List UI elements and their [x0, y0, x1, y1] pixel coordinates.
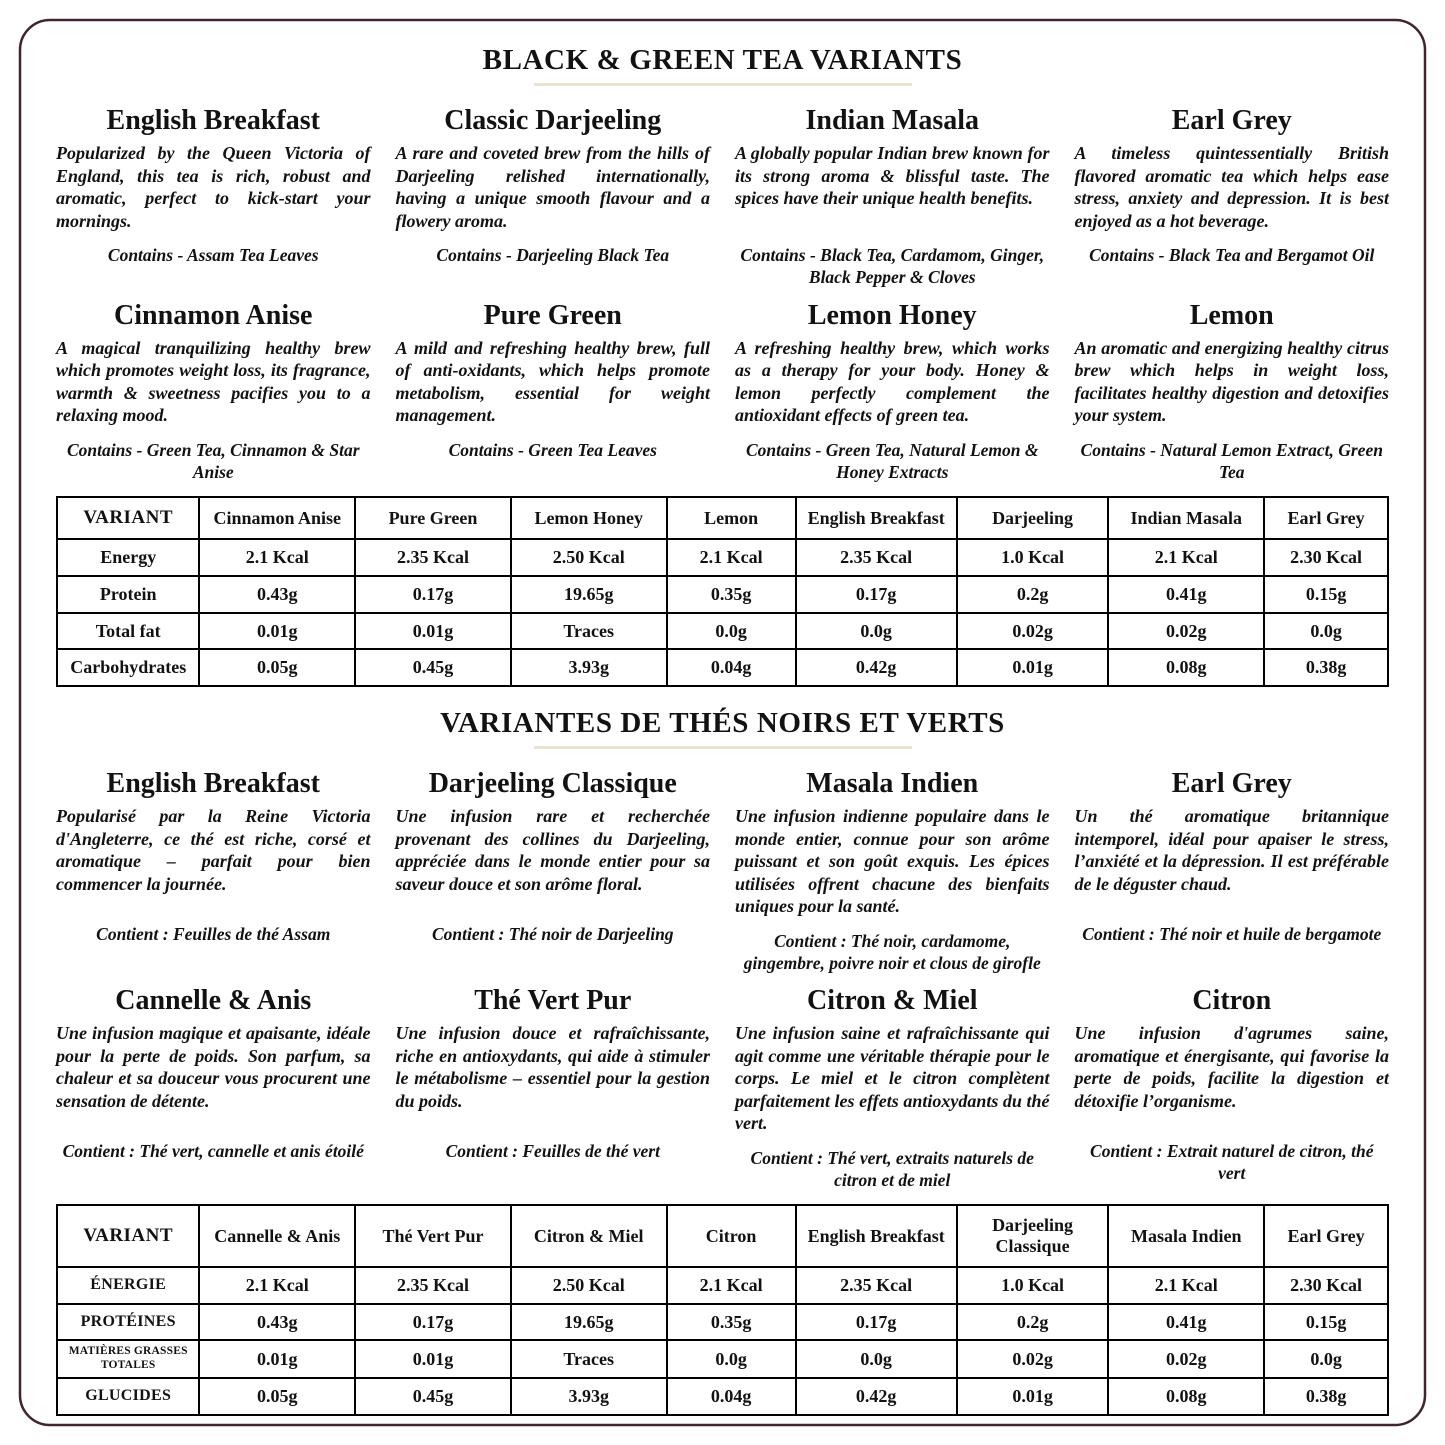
tea-card	[735, 98, 1050, 289]
tea-card	[1075, 978, 1390, 1191]
value-cell: 0.01g	[957, 1378, 1109, 1415]
tea-description: Une infusion rare et recherchée provenant des collines du Darjeeling, appréciée dans le monde entier pour sa saveur douce et son arôme floral.	[395, 806, 710, 894]
tea-contains-line: Contains - Assam Tea Leaves	[107, 245, 319, 266]
value-cell: 0.01g	[957, 649, 1109, 686]
variant-column-header: Darjeeling	[957, 497, 1109, 539]
tea-description: Popularized by the Queen Victoria of England, this tea is rich, robust and aromatic, perfect to kick-start your mornings.	[56, 143, 371, 231]
tea-description: Popularisé par la Reine Victoria d'Angleterre, ce thé est riche, corsé et aromatique – parfait pour bien commencer la journée.	[56, 806, 371, 894]
tea-name: Darjeeling Classique	[428, 768, 677, 800]
value-cell: 2.30 Kcal	[1264, 539, 1388, 576]
value-cell: 0.38g	[1264, 649, 1388, 686]
nutrition-table-french	[56, 1204, 1389, 1415]
value-cell: 0.2g	[957, 576, 1109, 613]
tea-description: A globally popular Indian brew known for its strong aroma & blissful taste. The spices have their unique health benefits.	[735, 143, 1050, 209]
tea-contains-line: Contient : Extrait naturel de citron, thé vert	[1090, 1141, 1374, 1184]
tea-name: Masala Indien	[806, 768, 979, 800]
tea-name: Cinnamon Anise	[114, 299, 313, 331]
tea-name: English Breakfast	[106, 105, 320, 137]
tea-card	[396, 978, 711, 1191]
value-cell: 1.0 Kcal	[957, 539, 1109, 576]
section-title-english: BLACK & GREEN TEA VARIANTS	[482, 44, 963, 76]
tea-grid-french	[56, 761, 1389, 1191]
value-cell: 0.43g	[199, 1304, 355, 1341]
tea-description: Une infusion indienne populaire dans le monde entier, connue pour son arôme puissant et son goût exquis. Les épices utilisées offrent chacune des bienfaits uniques pour la santé.	[735, 806, 1050, 917]
variant-column-header: Citron	[667, 1205, 796, 1266]
value-cell: 2.1 Kcal	[199, 1267, 355, 1304]
value-cell: 0.38g	[1264, 1378, 1388, 1415]
value-cell: 0.08g	[1108, 1378, 1264, 1415]
row-label-cell: ÉNERGIE	[57, 1267, 199, 1304]
section-french	[56, 707, 1389, 1415]
tea-name: Earl Grey	[1171, 105, 1292, 137]
value-cell: 0.01g	[199, 613, 355, 650]
value-cell: 2.50 Kcal	[511, 1267, 667, 1304]
value-cell: 2.30 Kcal	[1264, 1267, 1388, 1304]
row-label-cell: Total fat	[57, 613, 199, 650]
value-cell: 0.02g	[1108, 1340, 1264, 1378]
nutrition-row	[57, 576, 1388, 613]
tea-name: Cannelle & Anis	[115, 985, 312, 1017]
value-cell: 0.15g	[1264, 1304, 1388, 1341]
value-cell: 0.17g	[355, 1304, 511, 1341]
variant-column-header: Indian Masala	[1108, 497, 1264, 539]
tea-grid-english	[56, 98, 1389, 483]
variant-column-header: Earl Grey	[1264, 497, 1388, 539]
title-underline-french	[534, 746, 912, 749]
tea-name: Citron	[1192, 985, 1272, 1017]
title-underline-english	[534, 83, 912, 86]
tea-contains-line: Contient : Thé noir de Darjeeling	[431, 924, 674, 945]
variant-column-header: Masala Indien	[1108, 1205, 1264, 1266]
nutrition-row	[57, 1267, 1388, 1304]
tea-contains-line: Contains - Green Tea, Natural Lemon & Honey Extracts	[745, 439, 1039, 482]
section-title-french: VARIANTES DE THÉS NOIRS ET VERTS	[440, 707, 1005, 740]
value-cell: 0.43g	[199, 576, 355, 613]
variant-column-header: English Breakfast	[796, 497, 957, 539]
tea-description: A timeless quintessentially British flavored aromatic tea which helps ease stress, anxiety and depression. It is best enjoyed as a hot beverage.	[1074, 143, 1389, 231]
value-cell: 0.05g	[199, 649, 355, 686]
value-cell: 2.50 Kcal	[511, 539, 667, 576]
value-cell: 0.41g	[1108, 1304, 1264, 1341]
value-cell: Traces	[511, 613, 667, 650]
value-cell: 0.0g	[1264, 613, 1388, 650]
value-cell: 0.45g	[355, 1378, 511, 1415]
value-cell: 0.01g	[355, 1340, 511, 1378]
tea-description: Une infusion magique et apaisante, idéale pour la perte de poids. Son parfum, sa chaleur et sa douceur vous procurent une sensation de détente.	[56, 1023, 371, 1111]
value-cell: 2.35 Kcal	[355, 1267, 511, 1304]
value-cell: 0.0g	[667, 613, 796, 650]
value-cell: 2.1 Kcal	[1108, 539, 1264, 576]
tea-contains-line: Contains - Natural Lemon Extract, Green Tea	[1080, 439, 1383, 482]
value-cell: 0.01g	[355, 613, 511, 650]
tea-contains-line: Contient : Feuilles de thé Assam	[96, 924, 331, 945]
tea-card	[56, 98, 371, 289]
tea-contains-line: Contains - Green Tea Leaves	[448, 439, 657, 460]
tea-card	[56, 293, 371, 484]
value-cell: 2.1 Kcal	[199, 539, 355, 576]
tea-card	[1075, 761, 1390, 974]
value-cell: 0.04g	[667, 1378, 796, 1415]
tea-card	[56, 761, 371, 974]
nutrition-row	[57, 539, 1388, 576]
value-cell: 0.0g	[796, 613, 957, 650]
tea-contains-line: Contient : Feuilles de thé vert	[445, 1141, 660, 1162]
value-cell: 2.35 Kcal	[355, 539, 511, 576]
row-label-cell: Carbohydrates	[57, 649, 199, 686]
row-label-cell: GLUCIDES	[57, 1378, 199, 1415]
value-cell: 0.17g	[355, 576, 511, 613]
value-cell: 2.1 Kcal	[667, 1267, 796, 1304]
tea-name: Earl Grey	[1171, 768, 1292, 800]
value-cell: 0.35g	[667, 1304, 796, 1341]
nutrition-row	[57, 1304, 1388, 1341]
variant-column-header: Cinnamon Anise	[199, 497, 355, 539]
tea-card	[735, 293, 1050, 484]
tea-contains-line: Contient : Thé vert, extraits naturels de citron et de miel	[750, 1147, 1034, 1190]
value-cell: 19.65g	[511, 576, 667, 613]
tea-name: English Breakfast	[106, 768, 320, 800]
tea-card	[735, 761, 1050, 974]
variant-column-header: Pure Green	[355, 497, 511, 539]
value-cell: 0.02g	[957, 1340, 1109, 1378]
tea-name: Thé Vert Pur	[474, 985, 632, 1017]
value-cell: 3.93g	[511, 649, 667, 686]
tea-card	[396, 98, 711, 289]
nutrition-row	[57, 649, 1388, 686]
tea-contains-line: Contains - Black Tea and Bergamot Oil	[1089, 245, 1375, 266]
tea-card	[1075, 293, 1390, 484]
table-header-row	[57, 1205, 1388, 1266]
variant-column-header: Thé Vert Pur	[355, 1205, 511, 1266]
tea-card	[396, 293, 711, 484]
variant-header-cell: VARIANT	[57, 497, 199, 539]
value-cell: 0.02g	[957, 613, 1109, 650]
tea-name: Classic Darjeeling	[444, 105, 662, 137]
tea-description: A refreshing healthy brew, which works as a therapy for your body. Honey & lemon perfectly complement the antioxidant effects of green tea.	[735, 337, 1050, 426]
value-cell: 2.1 Kcal	[667, 539, 796, 576]
variant-column-header: Darjeeling Classique	[957, 1205, 1109, 1266]
tea-name: Pure Green	[483, 299, 622, 331]
tea-description: A magical tranquilizing healthy brew which promotes weight loss, its fragrance, warmth & sweetness pacifies you to a relaxing mood.	[56, 337, 371, 426]
tea-description: Un thé aromatique britannique intemporel, idéal pour apaiser le stress, l’anxiété et la dépression. Il est préférable de le déguster chaud.	[1074, 806, 1389, 894]
value-cell: 0.17g	[796, 1304, 957, 1341]
value-cell: 0.01g	[199, 1340, 355, 1378]
value-cell: 0.05g	[199, 1378, 355, 1415]
value-cell: 0.0g	[667, 1340, 796, 1378]
variant-column-header: Citron & Miel	[511, 1205, 667, 1266]
tea-contains-line: Contient : Thé noir et huile de bergamote	[1082, 924, 1382, 945]
value-cell: 0.15g	[1264, 576, 1388, 613]
row-label-cell: Energy	[57, 539, 199, 576]
value-cell: 0.35g	[667, 576, 796, 613]
value-cell: 2.35 Kcal	[796, 1267, 957, 1304]
tea-contains-line: Contains - Darjeeling Black Tea	[436, 245, 670, 266]
tea-description: A rare and coveted brew from the hills of Darjeeling relished internationally, having a unique smooth flavour and a flowery aroma.	[395, 143, 710, 231]
nutrition-row	[57, 1340, 1388, 1378]
value-cell: 0.45g	[355, 649, 511, 686]
nutrition-row	[57, 613, 1388, 650]
row-label-cell: MATIÈRES GRASSES TOTALES	[57, 1340, 199, 1378]
tea-contains-line: Contains - Green Tea, Cinnamon & Star Anise	[66, 439, 360, 482]
value-cell: 19.65g	[511, 1304, 667, 1341]
value-cell: 0.02g	[1108, 613, 1264, 650]
tea-name: Indian Masala	[805, 105, 979, 137]
table-header-row	[57, 497, 1388, 539]
variant-column-header: Earl Grey	[1264, 1205, 1388, 1266]
nutrition-row	[57, 1378, 1388, 1415]
variant-column-header: Cannelle & Anis	[199, 1205, 355, 1266]
tea-card	[735, 978, 1050, 1191]
row-label-cell: Protein	[57, 576, 199, 613]
value-cell: Traces	[511, 1340, 667, 1378]
tea-description: Une infusion douce et rafraîchissante, riche en antioxydants, qui aide à stimuler le métabolisme – essentiel pour la gestion du poids.	[395, 1023, 710, 1111]
tea-description: Une infusion d'agrumes saine, aromatique et énergisante, qui favorise la perte de poids, facilite la digestion et détoxifie l’organisme.	[1074, 1023, 1389, 1111]
tea-card	[1075, 98, 1390, 289]
value-cell: 0.17g	[796, 576, 957, 613]
tea-description: Une infusion saine et rafraîchissante qui agit comme une véritable thérapie pour le corps. Le miel et le citron complètent parfaitement les effets antioxydants du thé vert.	[735, 1023, 1050, 1134]
value-cell: 0.42g	[796, 649, 957, 686]
tea-description: A mild and refreshing healthy brew, full of anti-oxidants, which helps promote metabolism, essential for weight management.	[395, 337, 710, 426]
value-cell: 0.08g	[1108, 649, 1264, 686]
value-cell: 0.42g	[796, 1378, 957, 1415]
tea-name: Lemon	[1189, 299, 1274, 331]
value-cell: 2.1 Kcal	[1108, 1267, 1264, 1304]
nutrition-table-english	[56, 496, 1389, 687]
variant-column-header: Lemon Honey	[511, 497, 667, 539]
tea-name: Lemon Honey	[807, 299, 977, 331]
value-cell: 0.2g	[957, 1304, 1109, 1341]
tea-name: Citron & Miel	[806, 985, 978, 1017]
section-english	[56, 44, 1389, 687]
tea-contains-line: Contient : Thé noir, cardamome, gingembre, poivre noir et clous de girofle	[743, 930, 1041, 973]
tea-contains-line: Contient : Thé vert, cannelle et anis étoilé	[62, 1141, 364, 1162]
variant-column-header: English Breakfast	[796, 1205, 957, 1266]
variant-column-header: Lemon	[667, 497, 796, 539]
tea-card	[56, 978, 371, 1191]
variant-header-cell: VARIANT	[57, 1205, 199, 1266]
tea-card	[396, 761, 711, 974]
tea-description: An aromatic and energizing healthy citrus brew which helps in weight loss, facilitates healthy digestion and detoxifies your system.	[1074, 337, 1389, 426]
value-cell: 3.93g	[511, 1378, 667, 1415]
tea-contains-line: Contains - Black Tea, Cardamom, Ginger, Black Pepper & Cloves	[740, 245, 1045, 288]
row-label-cell: PROTÉINES	[57, 1304, 199, 1341]
value-cell: 0.0g	[1264, 1340, 1388, 1378]
value-cell: 0.04g	[667, 649, 796, 686]
value-cell: 2.35 Kcal	[796, 539, 957, 576]
value-cell: 0.0g	[796, 1340, 957, 1378]
value-cell: 1.0 Kcal	[957, 1267, 1109, 1304]
value-cell: 0.41g	[1108, 576, 1264, 613]
